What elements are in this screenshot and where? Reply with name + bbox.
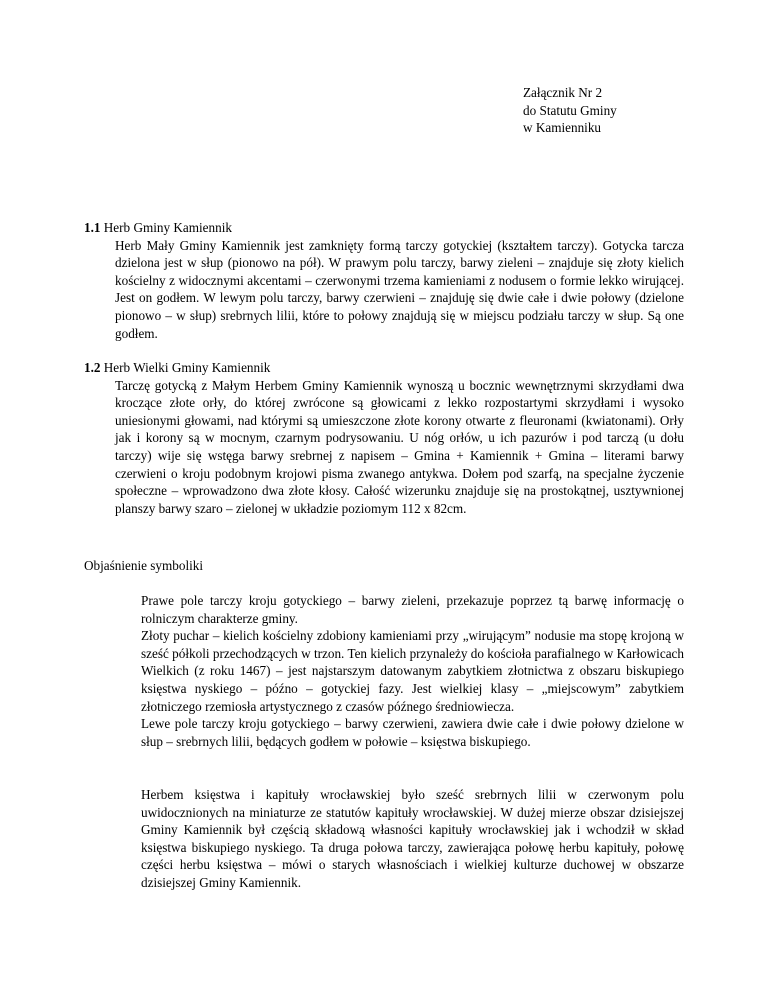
section-body: Herb Mały Gminy Kamiennik jest zamknięty formą tarczy gotyckiej (kształtem tarczy). Gotycka tarcza dzielona jest w słup (pionowo na pół). W prawym polu tarczy, barwy zieleni – znajduje się złoty kielich kościelny z widocznymi akcentami – czerwonymi trzema kamieniami z nodusem o formie lekko wirującej. Jest on godłem. W lewym polu tarczy, barwy czerwieni – znajduję się dwie całe i dwie połowy (dzielone pionowo – w słup) srebrnych lilii, które to połowy znajdują się w miejscu podziału tarczy w słup. Są one godłem. bbox=[115, 237, 684, 341]
section-body: Tarczę gotycką z Małym Herbem Gminy Kamiennik wynoszą u bocznic wewnętrznymi skrzydłami dwa kroczące złote orły, do której zwrócone są głowicami z lekko rozpostartymi skrzydłami i wysoko uniesionymi głowami, nad którymi są umieszczone złote korony otwarte z fleuronami (kwiatonami). Orły jak i korony są w mocnym, czarnym podrysowaniu. U nóg orłów, u ich pazurów i pod tarczą (u dołu tarczy) wije się wstęga barwy srebrnej z napisem – Gmina + Kamiennik + Gmina – literami barwy czerwieni o kroju podobnym krojowi pisma zwanego antykwa. Dołem pod szarfą, na specjalne życzenie społeczne – wprowadzono dwa złote kłosy. Całość wizerunku znajduje się na prostokątnej, usztywnionej planszy barwy szaro – zielonej w układzie poziomym 112 x 82cm. bbox=[115, 377, 684, 516]
annex-line-3: w Kamienniku bbox=[523, 120, 602, 136]
section-heading bbox=[84, 359, 684, 377]
section-heading bbox=[84, 219, 684, 237]
section-small-coat-of-arms bbox=[84, 219, 684, 342]
annex-header bbox=[523, 84, 617, 137]
paragraph: Prawe pole tarczy kroju gotyckiego – barwy zieleni, przekazuje poprzez tą barwę informację o rolniczym charakterze gminy. bbox=[141, 593, 684, 626]
section-title: Herb Wielki Gminy Kamiennik bbox=[103, 360, 271, 375]
annex-line-1: Załącznik Nr 2 bbox=[523, 85, 603, 100]
symbolism-block-final bbox=[141, 786, 684, 892]
section-title: Herb Gminy Kamiennik bbox=[103, 220, 232, 235]
paragraph: Złoty puchar – kielich kościelny zdobiony kamieniami przy „wirującym” nodusie ma stopę krojoną w sześć półkoli przechodzących w trzon. Ten kielich przynależy do kościoła parafialnego w Karłowicach Wielkich (z roku 1467) – jest najstarszym datowanym zabytkiem złotnictwa z obszaru biskupiego księstwa nyskiego – późno – gotyckiej fazy. Jest wielkiej klasy – „miejscowym” zabytkiem złotniczego rzemiosła artystycznego z czasów późnego średniowiecza. bbox=[141, 628, 684, 714]
paragraph: Herbem księstwa i kapituły wrocławskiej było sześć srebrnych lilii w czerwonym polu uwidocznionych na miniaturze ze statutów kapituły wrocławskiej. W dużej mierze obszar dzisiejszej Gminy Kamiennik był częścią składową własności kapituły wrocławskiej jak i wchodził w skład księstwa biskupiego nyskiego. Ta druga połowa tarczy, zawierająca połowę herbu kapituły, połowę części herbu księstwa – mówi o starych własnościach i wielkiej kulturze duchowej w obszarze dzisiejszej Gminy Kamiennik. bbox=[141, 787, 684, 890]
symbolism-heading: Objaśnienie symboliki bbox=[84, 558, 204, 573]
section-number: 1.2 bbox=[84, 360, 101, 375]
annex-line-2: do Statutu Gminy bbox=[523, 102, 617, 118]
section-great-coat-of-arms bbox=[84, 359, 684, 517]
paragraph: Lewe pole tarczy kroju gotyckiego – barwy czerwieni, zawiera dwie całe i dwie połowy dzielone w słup – srebrnych lilii, będących godłem w połowie – księstwa biskupiego. bbox=[141, 716, 684, 749]
symbolism-block bbox=[141, 592, 684, 750]
section-number: 1.1 bbox=[84, 220, 101, 235]
